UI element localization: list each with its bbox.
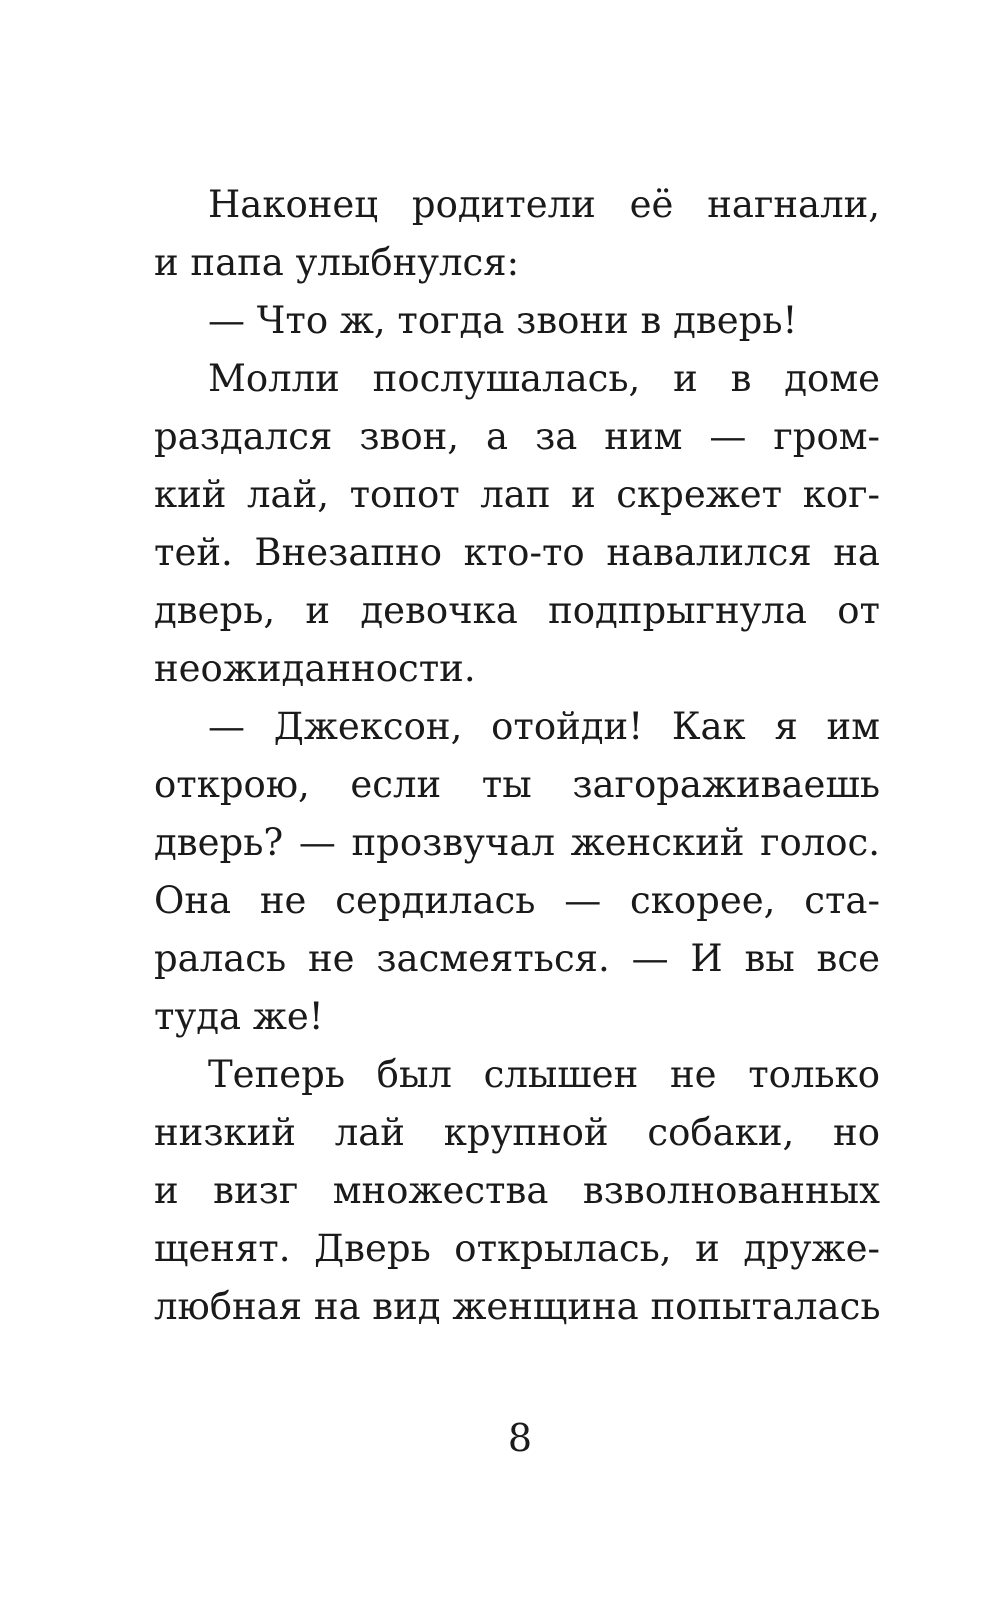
text-line: — Джексон, отойди! Как я им: [208, 705, 880, 748]
text-line: туда же!: [154, 995, 324, 1038]
text-line: Наконец родители её нагнали,: [208, 183, 880, 226]
text-line: и визг множества взволнованных: [154, 1169, 880, 1212]
text-line: Она не сердилась — скорее, ста-: [154, 879, 880, 922]
text-line: дверь, и девочка подпрыгнула от: [154, 589, 880, 632]
body-text: [154, 176, 880, 1336]
page-number: 8: [507, 1416, 533, 1460]
text-line: раздался звон, а за ним — гром-: [154, 415, 880, 458]
text-line: и папа улыбнулся:: [154, 241, 520, 284]
text-line: — Что ж, тогда звони в дверь!: [208, 299, 798, 342]
text-line: щенят. Дверь открылась, и друже-: [154, 1227, 880, 1270]
text-line: тей. Внезапно кто-то навалился на: [154, 531, 880, 574]
text-line: Молли послушалась, и в доме: [208, 357, 880, 400]
text-line: кий лай, топот лап и скрежет ког-: [154, 473, 880, 516]
text-line: низкий лай крупной собаки, но: [154, 1111, 880, 1154]
text-line: неожиданности.: [154, 647, 476, 690]
text-line: любная на вид женщина попыталась: [154, 1285, 880, 1328]
text-line: Теперь был слышен не только: [208, 1053, 880, 1096]
text-line: дверь? — прозвучал женский голос.: [154, 821, 880, 864]
text-line: ралась не засмеяться. — И вы все: [154, 937, 880, 980]
text-line: открою, если ты загораживаешь: [154, 763, 880, 806]
